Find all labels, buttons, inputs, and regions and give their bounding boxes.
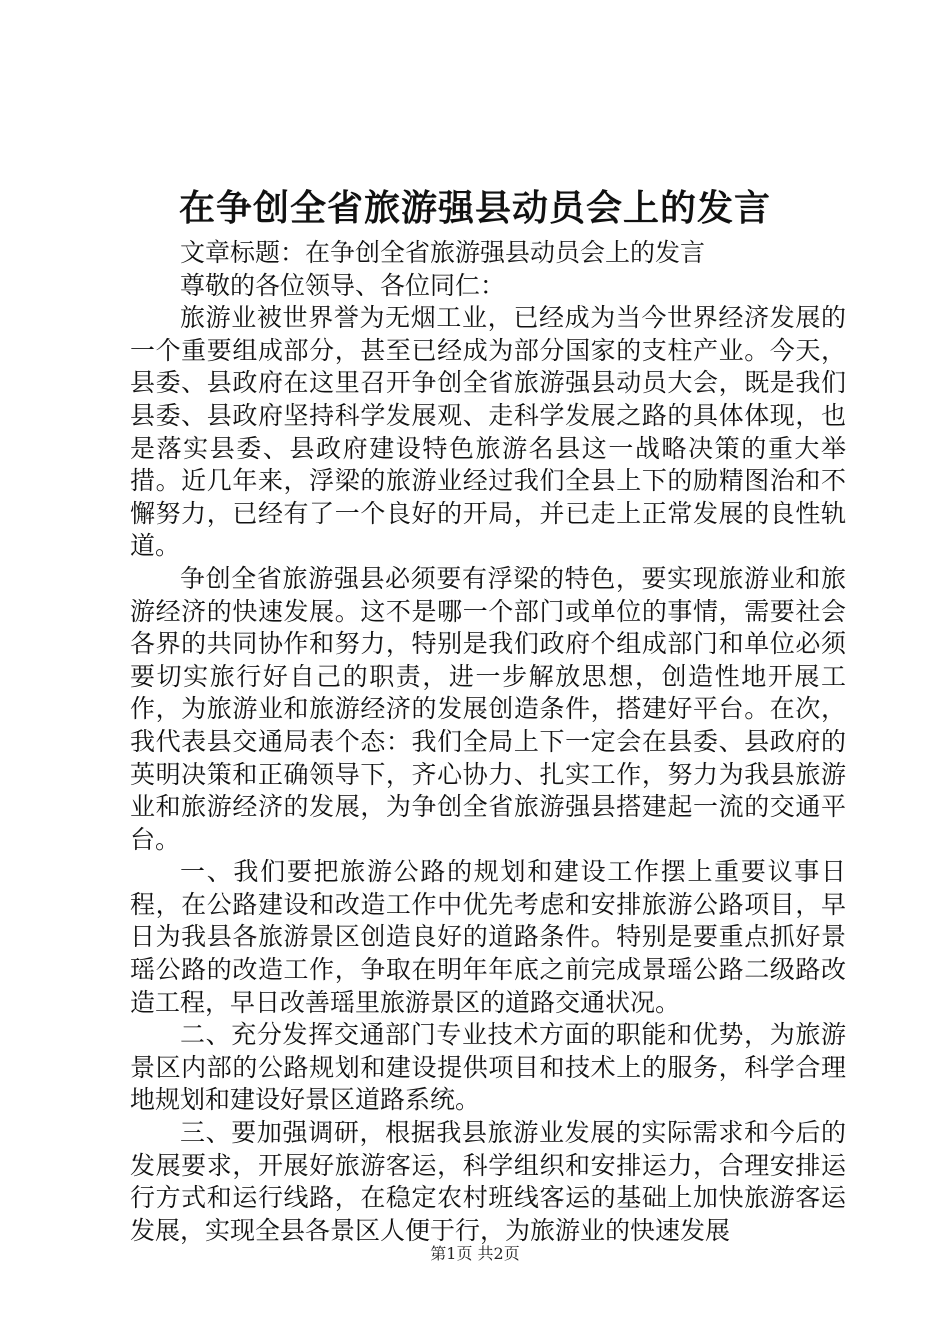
paragraph-point-one: 一、我们要把旅游公路的规划和建设工作摆上重要议事日程，在公路建设和改造工作中优先考虑和安排旅游公路项目，早日为我县各旅游景区创造良好的道路条件。特别是要重点抓好景瑶公路的改造工作，争取在明年年底之前完成景瑶公路二级路改造工程，早日改善瑶里旅游景区的道路交通状况。 — [130, 857, 846, 1017]
paragraph-statement: 争创全省旅游强县必须要有浮梁的特色，要实现旅游业和旅游经济的快速发展。这不是哪一个部门或单位的事情，需要社会各界的共同协作和努力，特别是我们政府个组成部门和单位必须要切实旅行好自己的职责，进一步解放思想，创造性地开展工作，为旅游业和旅游经济的发展创造条件，搭建好平台。在次，我代表县交通局表个态：我们全局上下一定会在县委、县政府的英明决策和正确领导下，齐心协力、扎实工作，努力为我县旅游业和旅游经济的发展，为争创全省旅游强县搭建起一流的交通平台。 — [130, 563, 846, 854]
paragraph-salutation: 尊敬的各位领导、各位同仁： — [180, 270, 506, 300]
document-body — [130, 237, 846, 1247]
paragraph-article-title: 文章标题：在争创全省旅游强县动员会上的发言 — [180, 238, 706, 267]
page-number-footer: 第1页 共2页 — [430, 1244, 520, 1263]
paragraph-point-three: 三、要加强调研，根据我县旅游业发展的实际需求和今后的发展要求，开展好旅游客运，科学组织和安排运力，合理安排运行方式和运行线路，在稳定农村班线客运的基础上加快旅游客运发展，实现全县各景区人便于行，为旅游业的快速发展 — [130, 1118, 846, 1245]
document-title: 在争创全省旅游强县动员会上的发言 — [178, 187, 771, 229]
paragraph-intro: 旅游业被世界誉为无烟工业，已经成为当今世界经济发展的一个重要组成部分，甚至已经成为部分国家的支柱产业。今天，县委、县政府在这里召开争创全省旅游强县动员大会，既是我们县委、县政府坚持科学发展观、走科学发展之路的具体体现，也是落实县委、县政府建设特色旅游名县这一战略决策的重大举措。近几年来，浮梁的旅游业经过我们全县上下的励精图治和不懈努力，已经有了一个良好的开局，并已走上正常发展的良性轨道。 — [130, 303, 846, 561]
paragraph-point-two: 二、充分发挥交通部门专业技术方面的职能和优势，为旅游景区内部的公路规划和建设提供项目和技术上的服务，科学合理地规划和建设好景区道路系统。 — [130, 1020, 846, 1115]
